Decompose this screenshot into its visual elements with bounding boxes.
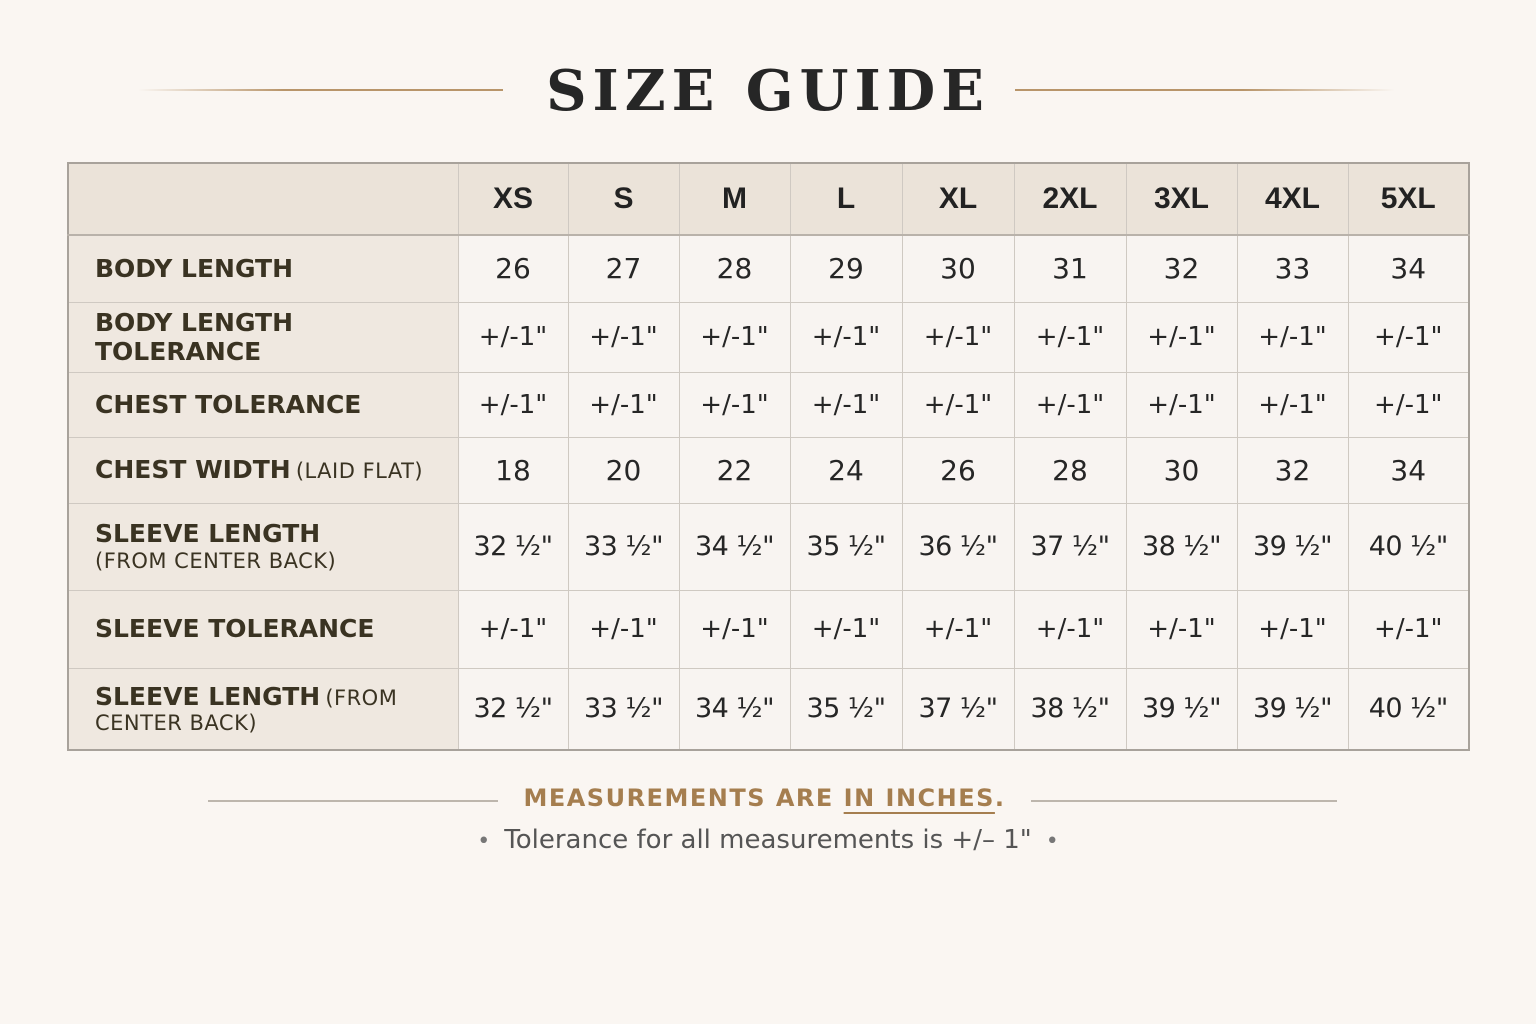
value-cell: +/-1" — [568, 302, 679, 372]
value-cell: 26 — [902, 437, 1014, 503]
size-header-s: S — [568, 163, 679, 235]
row-label-cell — [68, 668, 458, 750]
value-cell: 31 — [1014, 235, 1126, 302]
size-chart-table — [67, 162, 1470, 751]
value-cell: 37 ½" — [902, 668, 1014, 750]
row-label-cell — [68, 372, 458, 437]
value-cell: +/-1" — [679, 372, 790, 437]
value-cell: +/-1" — [1126, 590, 1237, 668]
value-cell: 34 — [1348, 235, 1469, 302]
value-cell: +/-1" — [1014, 590, 1126, 668]
table-row — [68, 302, 1469, 372]
value-cell: 32 ½" — [458, 503, 568, 590]
value-cell: 18 — [458, 437, 568, 503]
size-header-3xl: 3XL — [1126, 163, 1237, 235]
row-label-note: (FROM CENTER BACK) — [95, 548, 337, 573]
row-label: SLEEVE LENGTH — [95, 681, 321, 711]
value-cell: +/-1" — [458, 372, 568, 437]
title-rule-right — [1015, 89, 1395, 91]
value-cell: +/-1" — [790, 590, 902, 668]
value-cell: 29 — [790, 235, 902, 302]
value-cell: 40 ½" — [1348, 503, 1469, 590]
table-row — [68, 235, 1469, 302]
table-row — [68, 503, 1469, 590]
value-cell: +/-1" — [1237, 372, 1348, 437]
bullet-right: • — [1045, 829, 1059, 854]
row-label-cell — [68, 437, 458, 503]
value-cell: +/-1" — [1126, 372, 1237, 437]
value-cell: 34 ½" — [679, 503, 790, 590]
table-row — [68, 372, 1469, 437]
value-cell: 30 — [902, 235, 1014, 302]
row-label-cell — [68, 302, 458, 372]
value-cell: +/-1" — [1014, 302, 1126, 372]
value-cell: +/-1" — [1014, 372, 1126, 437]
value-cell: 27 — [568, 235, 679, 302]
value-cell: 32 ½" — [458, 668, 568, 750]
value-cell: +/-1" — [902, 590, 1014, 668]
value-cell: 35 ½" — [790, 668, 902, 750]
value-cell: +/-1" — [1348, 302, 1469, 372]
value-cell: 40 ½" — [1348, 668, 1469, 750]
value-cell: 33 — [1237, 235, 1348, 302]
value-cell: +/-1" — [1237, 590, 1348, 668]
value-cell: +/-1" — [458, 302, 568, 372]
value-cell: +/-1" — [568, 590, 679, 668]
value-cell: +/-1" — [568, 372, 679, 437]
size-header-l: L — [790, 163, 902, 235]
size-header-row — [68, 163, 1469, 235]
value-cell: +/-1" — [790, 372, 902, 437]
value-cell: +/-1" — [1237, 302, 1348, 372]
page-title: SIZE GUIDE — [546, 58, 990, 124]
value-cell: +/-1" — [1348, 590, 1469, 668]
value-cell: +/-1" — [679, 590, 790, 668]
value-cell: +/-1" — [458, 590, 568, 668]
value-cell: 39 ½" — [1237, 668, 1348, 750]
value-cell: +/-1" — [902, 302, 1014, 372]
value-cell: 24 — [790, 437, 902, 503]
value-cell: 28 — [1014, 437, 1126, 503]
value-cell: 32 — [1126, 235, 1237, 302]
footer-rule-right — [1031, 800, 1337, 802]
value-cell: 38 ½" — [1014, 668, 1126, 750]
row-label-cell — [68, 235, 458, 302]
value-cell: 26 — [458, 235, 568, 302]
tolerance-text: Tolerance for all measurements is +/– 1" — [504, 825, 1032, 855]
size-header-4xl: 4XL — [1237, 163, 1348, 235]
footer-rule-left — [208, 800, 498, 802]
value-cell: 30 — [1126, 437, 1237, 503]
row-label-note: (FROM CENTER BACK) — [95, 685, 398, 736]
row-label-cell — [68, 590, 458, 668]
row-label: BODY LENGTH — [95, 254, 294, 283]
value-cell: 39 ½" — [1126, 668, 1237, 750]
value-cell: 22 — [679, 437, 790, 503]
tolerance-note — [0, 822, 1536, 860]
unit-note-prefix: MEASUREMENTS ARE — [523, 784, 844, 812]
value-cell: 38 ½" — [1126, 503, 1237, 590]
value-cell: 33 ½" — [568, 503, 679, 590]
size-header-5xl: 5XL — [1348, 163, 1469, 235]
value-cell: 37 ½" — [1014, 503, 1126, 590]
value-cell: 39 ½" — [1237, 503, 1348, 590]
bullet-left: • — [477, 829, 491, 854]
size-table-body — [68, 235, 1469, 750]
row-label: CHEST WIDTH — [95, 455, 291, 485]
header-corner-cell — [68, 163, 458, 235]
value-cell: 34 ½" — [679, 668, 790, 750]
value-cell: +/-1" — [790, 302, 902, 372]
value-cell: 32 — [1237, 437, 1348, 503]
row-label-cell — [68, 503, 458, 590]
table-row — [68, 590, 1469, 668]
value-cell: +/-1" — [902, 372, 1014, 437]
measurement-unit-note — [498, 782, 1031, 814]
table-row — [68, 437, 1469, 503]
value-cell: 33 ½" — [568, 668, 679, 750]
unit-note-emphasis: IN INCHES — [843, 784, 995, 812]
row-label: SLEEVE LENGTH — [95, 519, 321, 549]
unit-note-suffix: . — [994, 784, 1006, 812]
value-cell: +/-1" — [1348, 372, 1469, 437]
value-cell: 34 — [1348, 437, 1469, 503]
row-label: BODY LENGTH TOLERANCE — [95, 307, 294, 366]
value-cell: 36 ½" — [902, 503, 1014, 590]
value-cell: 28 — [679, 235, 790, 302]
row-label: CHEST TOLERANCE — [95, 389, 362, 419]
size-header-m: M — [679, 163, 790, 235]
table-row — [68, 668, 1469, 750]
value-cell: 20 — [568, 437, 679, 503]
row-label: SLEEVE TOLERANCE — [95, 614, 375, 644]
value-cell: 35 ½" — [790, 503, 902, 590]
title-row — [0, 58, 1536, 124]
size-header-xl: XL — [902, 163, 1014, 235]
value-cell: +/-1" — [1126, 302, 1237, 372]
size-header-2xl: 2XL — [1014, 163, 1126, 235]
row-label-note: (LAID FLAT) — [295, 459, 424, 484]
size-header-xs: XS — [458, 163, 568, 235]
value-cell: +/-1" — [679, 302, 790, 372]
